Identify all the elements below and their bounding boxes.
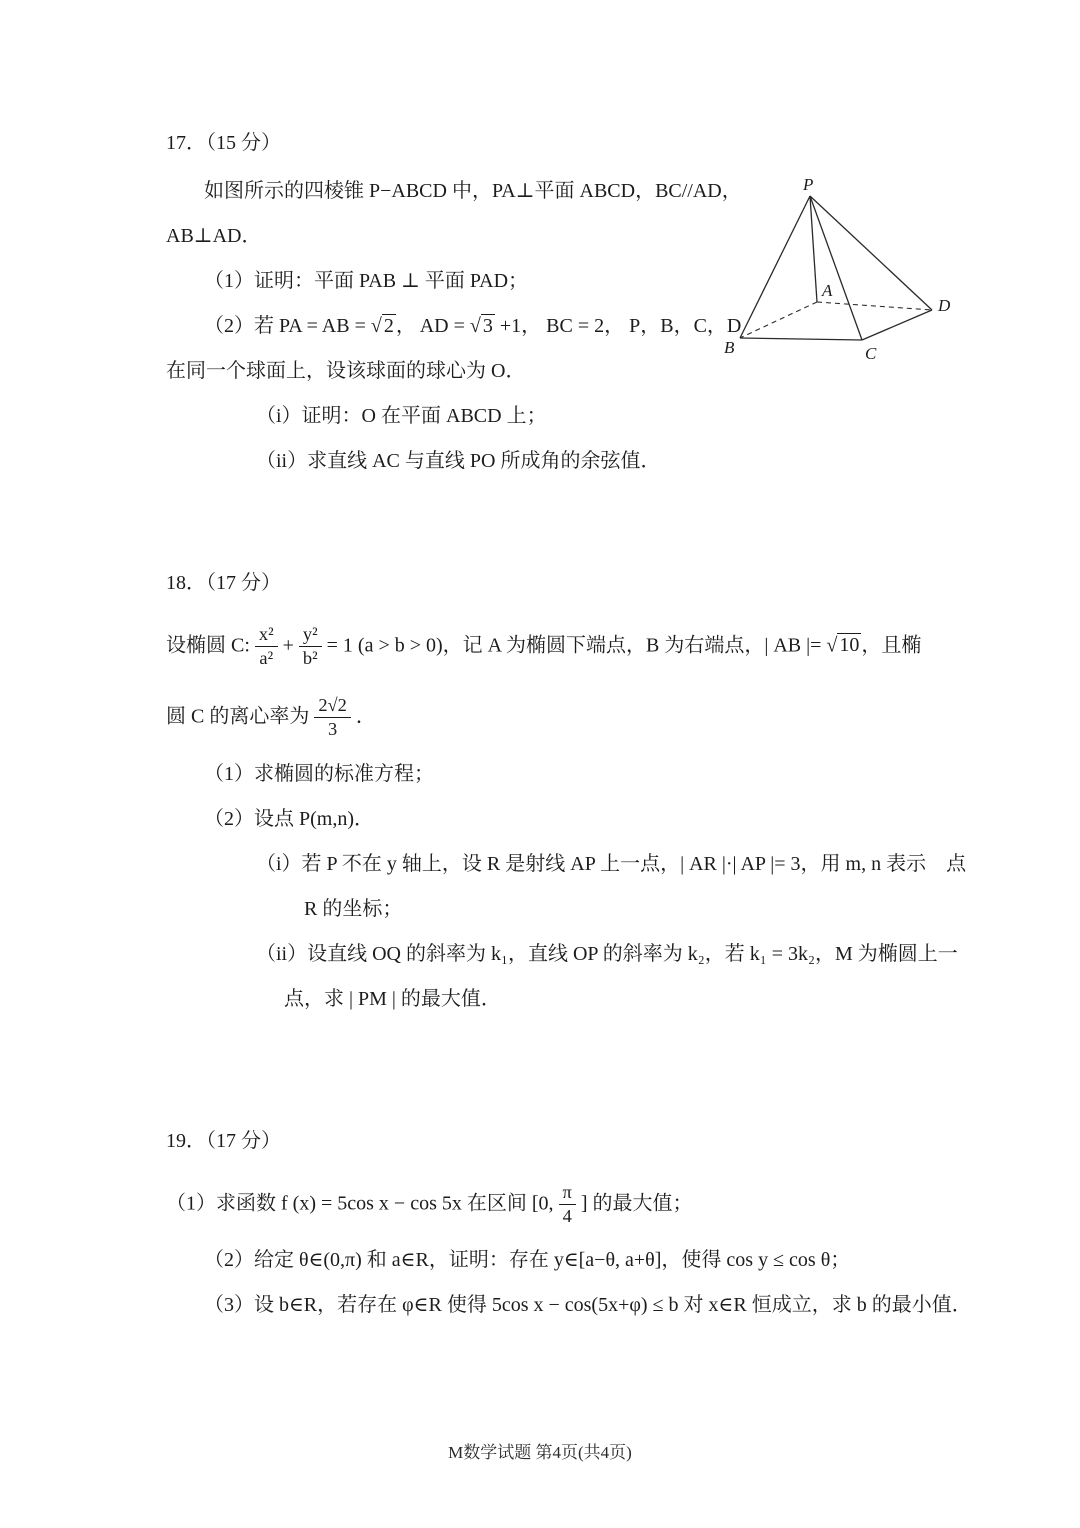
text-line <box>166 984 962 1014</box>
text-run: 如图所示的四棱锥 P−ABCD 中，PA⊥平面 ABCD，BC//AD， <box>204 180 742 202</box>
edge-CD <box>862 310 932 340</box>
text-line <box>166 939 962 969</box>
text-run: 在同一个球面上，设该球面的球心为 O． <box>166 360 526 382</box>
text-line <box>166 446 962 476</box>
text-run: （2）给定 θ∈(0,π) 和 a∈R，证明：存在 y∈[a−θ, a+θ]，使得 cos y ≤ cos θ； <box>204 1248 851 1271</box>
vertex-label-D: D <box>938 296 951 315</box>
text-run: ， AD = √ <box>395 315 481 337</box>
pyramid-figure-svg <box>722 178 962 373</box>
sqrt-radicand: 2 <box>383 315 394 337</box>
text-run: （ii）求直线 AC 与直线 PO 所成角的余弦值． <box>256 450 661 472</box>
edge-PC <box>810 196 862 340</box>
fraction-numerator: x² <box>255 624 278 647</box>
text-run: （3）设 b∈R，若存在 φ∈R 使得 5cos x − cos(5x+φ) ≤ b 对 x∈R 恒成立，求 b 的最小值． <box>204 1293 972 1316</box>
question-19-number <box>166 1126 962 1156</box>
text-run: （1）证明：平面 PAB ⊥ 平面 PAD； <box>204 270 529 292</box>
text-run: 点，求 | PM | 的最大值． <box>284 987 501 1010</box>
text-line <box>166 687 962 748</box>
sqrt-radicand: 3 <box>482 315 493 337</box>
fraction-numerator: 2√2 <box>314 695 350 718</box>
text-run: R 的坐标； <box>304 897 403 920</box>
fraction-denominator: 4 <box>562 1205 572 1226</box>
fraction-numerator: π <box>559 1182 576 1205</box>
text-run: ，且椭 <box>861 634 922 657</box>
vertex-label-C: C <box>865 344 877 363</box>
question-18-number <box>166 568 962 598</box>
question-18 <box>166 568 967 1014</box>
sqrt-radicand: 10 <box>839 634 860 657</box>
fraction <box>559 1182 576 1227</box>
text-run: 19．（17 分） <box>166 1129 281 1152</box>
text-run: （1）求函数 f (x) = 5cos x − cos 5x 在区间 [0, <box>166 1191 554 1214</box>
text-run: （i）证明：O 在平面 ABCD 上； <box>256 405 547 427</box>
edge-AD-dashed <box>817 302 932 310</box>
edge-PB <box>740 196 810 338</box>
text-line <box>166 849 967 879</box>
fraction <box>299 624 322 669</box>
text-run: +1， BC = 2， P，B，C，D <box>494 315 742 337</box>
text-run: （ii）设直线 OQ 的斜率为 k₁，直线 OP 的斜率为 k₂，若 k₁ = 3k₂，M 为椭圆上一 <box>256 942 958 965</box>
text-line <box>166 401 962 431</box>
text-run: （2）若 PA = AB = √ <box>204 315 382 337</box>
text-line <box>166 759 962 789</box>
text-run: 17．（15 分） <box>166 132 281 154</box>
text-line <box>166 894 962 924</box>
text-run: 圆 C 的离心率为 <box>166 705 310 728</box>
edge-BC <box>740 338 862 340</box>
vertex-label-P: P <box>803 178 814 194</box>
text-line <box>166 1245 962 1275</box>
vertex-label-A: A <box>822 281 833 300</box>
text-run: （1）求椭圆的标准方程； <box>204 762 434 785</box>
text-line <box>166 1290 972 1320</box>
fraction <box>255 624 278 669</box>
question-19 <box>166 1126 972 1320</box>
text-run: 18．（17 分） <box>166 572 281 594</box>
text-line <box>166 616 962 677</box>
fraction-denominator: b² <box>302 648 318 669</box>
fraction-denominator: a² <box>259 648 274 669</box>
text-run: （i）若 P 不在 y 轴上，设 R 是射线 AP 上一点，| AR |·| AP |= 3，用 m, n 表示 点 <box>256 852 967 875</box>
text-run: ． <box>355 705 376 728</box>
page-footer <box>0 1438 1080 1463</box>
question-17-number <box>166 128 962 158</box>
text-run: AB⊥AD． <box>166 225 262 247</box>
fraction-denominator: 3 <box>327 719 338 740</box>
fraction <box>314 695 350 740</box>
fraction-numerator: y² <box>299 624 322 647</box>
text-line <box>166 804 962 834</box>
vertex-label-B: B <box>724 338 735 357</box>
text-run: 设椭圆 C: <box>166 634 250 657</box>
footer-text: M数学试题 第4页(共4页) <box>448 1443 632 1462</box>
text-run: ] 的最大值； <box>580 1191 693 1214</box>
text-run: = 1 (a > b > 0)，记 A 为椭圆下端点，B 为右端点，| AB |= √ <box>326 634 838 657</box>
text-run: （2）设点 P(m,n)． <box>204 807 374 830</box>
text-line <box>166 1174 962 1235</box>
pyramid-figure <box>722 178 962 373</box>
edge-AB-dashed <box>740 302 817 338</box>
text-run: + <box>282 634 294 657</box>
